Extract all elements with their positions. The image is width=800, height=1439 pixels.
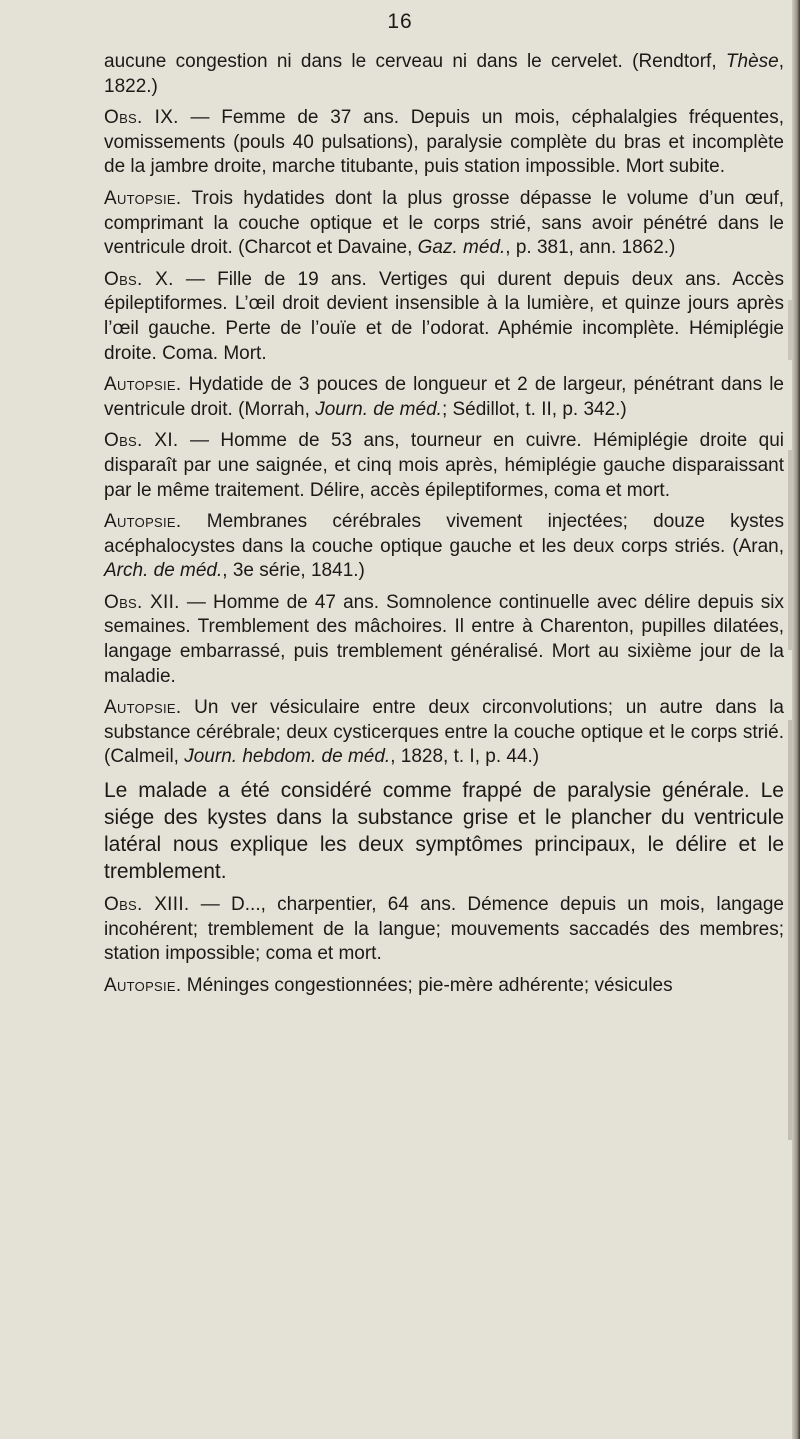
autopsy-xi [104,510,784,584]
obs-label: Obs. XI. [104,430,179,452]
autopsy-xii [104,696,784,770]
autopsy-label: Autopsie. [104,697,182,719]
autopsy-text: Trois hydatides dont la plus grosse dépasse le volume d’un œuf, comprimant la couche optique et le corps strié, sans avoir pénétré dans le ventricule droit. (Charcot et Davaine, [104,187,784,259]
obs-label: Obs. XII. [104,591,180,613]
page-number: 16 [387,10,413,33]
citation-tail: , 1822.) [104,51,784,97]
citation: Arch. de méd. [104,560,223,582]
obs-text: — Femme de 37 ans. Depuis un mois, céphalalgies fréquentes, vomissements (pouls 40 pulsations), paralysie complète du bras et incomplète de la jambre droite, marche titubante, puis station impossible. Mort subite. [104,107,784,178]
observation-xiii [104,893,784,967]
autopsy-label: Autopsie. [104,974,182,996]
observation-xi [104,429,784,503]
autopsy-text: Méninges congestionnées; pie-mère adhérente; vésicules [181,974,673,996]
obs-label: Obs. IX. [104,107,179,129]
citation: Journ. de méd. [315,398,442,420]
observation-x [104,268,784,366]
citation-tail: , 3e série, 1841.) [222,560,365,582]
autopsy-label: Autopsie. [104,187,182,209]
obs-text: — Homme de 53 ans, tourneur en cuivre. Hémiplégie droite qui disparaît par une saignée, et cinq mois après, hémiplégie gauche disparaissant par le même traitement. Délire, accès épileptiformes, coma et mort. [104,430,784,501]
autopsy-text: Un ver vésiculaire entre deux circonvolutions; un autre dans la substance cérébrale; deux cysticerques entre la couche optique et le corps strié. (Calmeil, [104,697,784,768]
page-edge [792,0,800,1439]
obs-text: — D..., charpentier, 64 ans. Démence depuis un mois, langage incohérent; tremblement de la langue; mouvements saccadés des membres; station impossible; coma et mort. [104,894,784,965]
page-edge-shadow [776,0,792,1439]
autopsy-label: Autopsie. [104,374,182,396]
autopsy-text: Hydatide de 3 pouces de longueur et 2 de largeur, pénétrant dans le ventricule droit. (Morrah, [104,374,784,420]
paragraph-text: aucune congestion ni dans le cerveau ni dans le cervelet. (Rendtorf, [104,51,717,72]
citation-tail: , p. 381, ann. 1862.) [505,237,676,259]
citation: Gaz. méd. [417,237,506,259]
remark-paragraph: Le malade a été considéré comme frappé de paralysie générale. Le siége des kystes dans la substance grise et le plancher du ventricule latéral nous explique les deux symptômes principaux, le délire et le tremblement. [104,779,784,884]
autopsy-x [104,373,784,422]
obs-text: — Fille de 19 ans. Vertiges qui durent depuis deux ans. Accès épileptiformes. L’œil droit devient insensible à la lumière, et quinze jours après l’œil gauche. Perte de l’ouïe et de l’odorat. Aphémie incomplète. Hémiplégie droite. Coma. Mort. [104,268,784,364]
autopsy-xiii [104,974,784,999]
citation: Journ. hebdom. de méd. [184,746,391,768]
autopsy-label: Autopsie. [104,511,182,533]
obs-label: Obs. X. [104,268,174,290]
citation: Thèse [725,51,779,72]
obs-label: Obs. XIII. [104,894,190,916]
citation-tail: , 1828, t. I, p. 44.) [390,746,540,768]
observation-ix [104,106,784,180]
citation-tail: ; Sédillot, t. II, p. 342.) [441,398,627,420]
paragraph-continuation [104,50,784,99]
autopsy-ix [104,187,784,261]
obs-text: — Homme de 47 ans. Somnolence continuelle avec délire depuis six semaines. Tremblement des mâchoires. Il entre à Charenton, pupilles dilatées, langage embarrassé, puis tremblement généralisé. Mort au sixième jour de la maladie. [104,591,784,687]
observation-xii [104,591,784,689]
autopsy-text: Membranes cérébrales vivement injectées; douze kystes acéphalocystes dans la couche optique gauche et les deux corps striés. (Aran, [104,511,784,557]
body-text [104,50,784,1005]
